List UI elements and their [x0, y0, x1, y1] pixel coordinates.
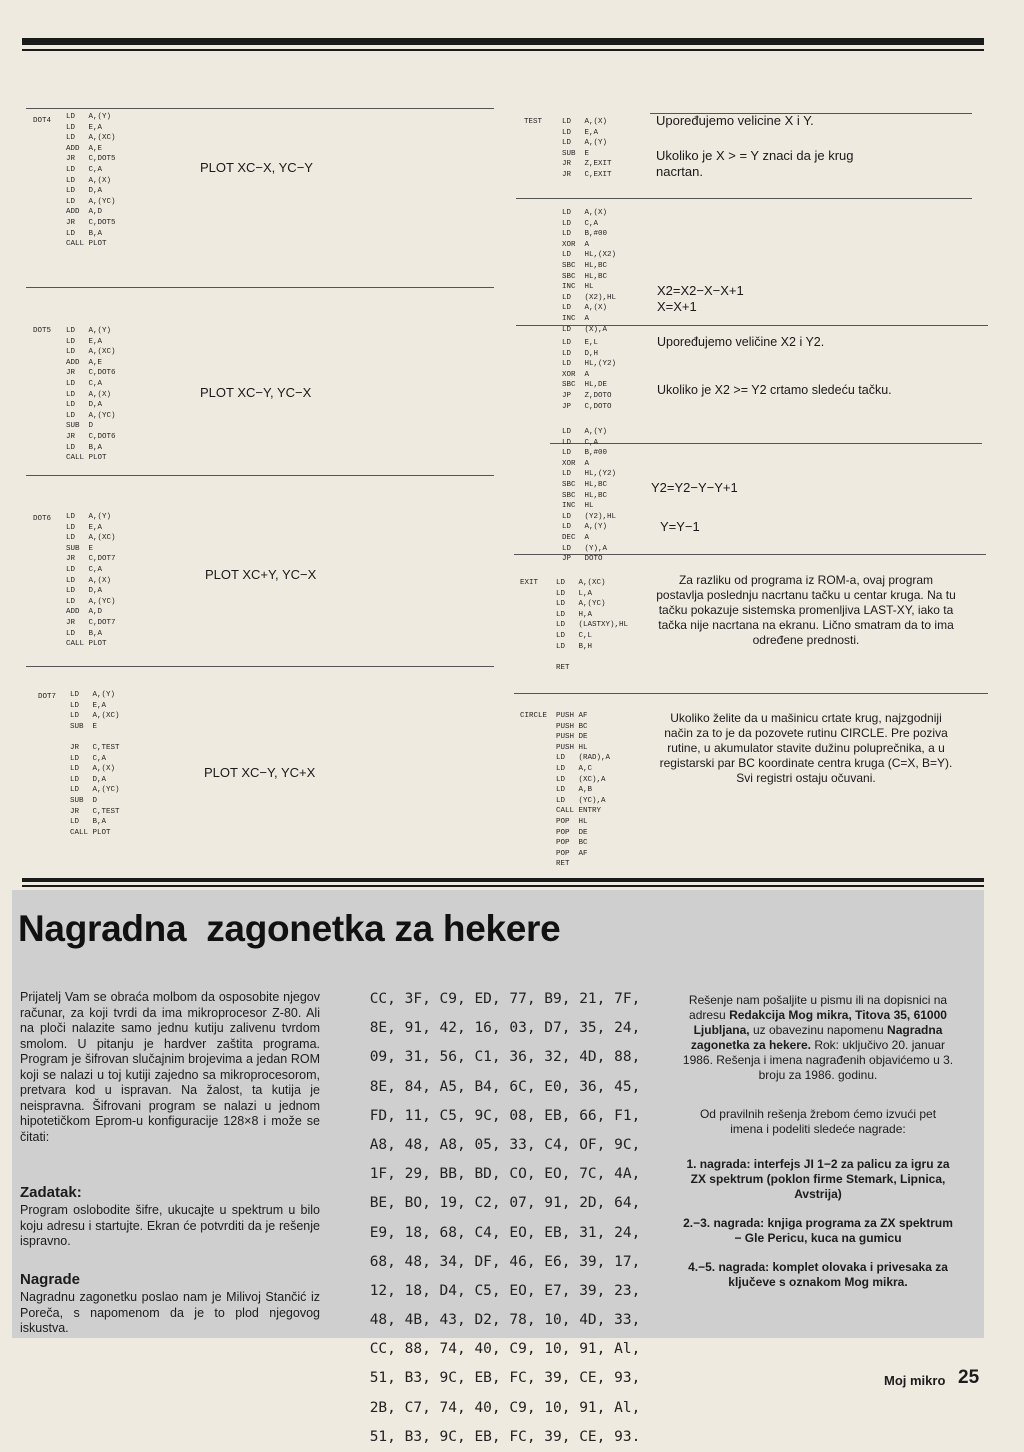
task-heading: Zadatak:	[20, 1184, 82, 1201]
code-label-circle: CIRCLE	[520, 712, 548, 720]
send-text-e: Rok: uključivo 20. januar 1986. Rešenja i imena nagrađenih objavićemo u 3. broju za 1986. godinu.	[682, 1038, 954, 1082]
divider	[514, 554, 986, 555]
plot-dot7: PLOT XC−Y, YC+X	[204, 765, 316, 780]
code-exit: LD A,(XC) LD L,A LD A,(YC) LD H,A LD (LASTXY),HL LD C,L LD B,H RET	[556, 579, 629, 672]
prize-3: 4.−5. nagrada: komplet olovaka i privesaka za ključeve s oznakom Mog mikra.	[688, 1260, 948, 1289]
note-circle: Ukoliko želite da u mašinicu crtate krug, najzgodniji način za to je da pozovete rutinu CIRCLE. Pre poziva rutine, u akumulator stavite dužinu poluprečnika, a u registarski par BC koordinate centra kruga (C=X, B=Y). Svi registri ostaju očuvani.	[659, 711, 953, 785]
top-rule-thin	[22, 49, 984, 51]
hex-row: 1F, 29, BB, BD, CO, EO, 7C, 4A,	[369, 1166, 641, 1183]
code-label-dot7: DOT7	[38, 693, 57, 701]
top-rule	[22, 38, 984, 45]
code-label-dot5: DOT5	[33, 327, 52, 335]
plot-dot5: PLOT XC−Y, YC−X	[200, 385, 312, 400]
divider	[514, 693, 988, 694]
prizes-text: Nagradnu zagonetku poslao nam je Milivoj Stančić iz Poreča, s napomenom da je to plod njegovog iskustva.	[20, 1290, 320, 1335]
plot-dot6: PLOT XC+Y, YC−X	[205, 567, 317, 582]
hex-row: 48, 4B, 43, D2, 78, 10, 4D, 33,	[369, 1312, 641, 1329]
mid-rule	[22, 878, 984, 882]
code-label-test: TEST	[524, 118, 543, 126]
note-y2-2: Y=Y−1	[660, 519, 700, 534]
code-dot7: LD A,(Y) LD E,A LD A,(XC) SUB E JR C,TEST LD C,A LD A,(X) LD D,A LD A,(YC) SUB D JR C,TEST LD B,A CALL PLOT	[70, 691, 120, 837]
hex-row: 12, 18, D4, C5, EO, E7, 39, 23,	[369, 1282, 641, 1299]
task-text: Program oslobodite šifre, ukucajte u spektrum u bilo koju adresu i startujte. Ekran će potvrditi da je rešenje ispravno.	[20, 1203, 320, 1248]
send-text-c: uz obavezinu napomenu	[749, 1023, 888, 1037]
prize-1: 1. nagrada: interfejs JI 1−2 za palicu za igru za ZX spektrum (poklon firme Stemark, Lipnica, Avstrija)	[686, 1157, 950, 1201]
divider	[26, 108, 494, 109]
divider	[26, 475, 494, 476]
note-test-1: Upoređujemo velicine X i Y.	[656, 113, 814, 128]
note-test-2: Ukoliko je X > = Y znaci da je krug nacrtan.	[656, 148, 854, 179]
code-circle: PUSH AF PUSH BC PUSH DE PUSH HL LD (RAD),A LD A,C LD (XC),A LD A,B LD (YC),A CALL ENTRY POP HL POP DE POP BC POP AF RET	[556, 712, 611, 869]
code-dot4: LD A,(Y) LD E,A LD A,(XC) ADD A,E JR C,DOT5 LD C,A LD A,(X) LD D,A LD A,(YC) ADD A,D JR C,DOT5 LD B,A CALL PLOT	[66, 113, 116, 249]
page-number: 25	[958, 1367, 980, 1388]
contest-intro: Prijatelj Vam se obraća molbom da osposobite njegov računar, za koji tvrdi da ima mikroprocesor Z-80. Ali na ploči nalazite samo jednu kutiju zalivenu tvrdom smolom. U pitanju je hardver zaštita programa. Program je šifrovan slučajnim brojevima a jedan ROM koji se nalazi u toj kutiji zajedno sa mikroprocesorom, pretvara kod u ispravan. Na žalost, ta kutija je neispravna. Šifrovani program se nalazi u jednom hipotetičkom Eprom-u konfiguracije 128×8 i može se čitati:	[20, 990, 320, 1144]
note-y2-1: Y2=Y2−Y−Y+1	[651, 480, 738, 495]
prize-2: 2.−3. nagrada: knjiga programa za ZX spektrum − Gle Pericu, kuca na gumicu	[683, 1216, 953, 1245]
code-test: LD A,(X) LD E,A LD A,(Y) SUB E JR Z,EXIT JR C,EXIT	[562, 118, 612, 179]
hex-dump	[335, 985, 675, 1452]
code-dot5: LD A,(Y) LD E,A LD A,(XC) ADD A,E JR C,DOT6 LD C,A LD A,(X) LD D,A LD A,(YC) SUB D JR C,DOT6 LD B,A CALL PLOT	[66, 327, 116, 463]
divider	[516, 198, 972, 199]
note-x2-1: X2=X2−X−X+1	[657, 283, 744, 298]
hex-row: BE, BO, 19, C2, 07, 91, 2D, 64,	[369, 1195, 641, 1212]
note-cmp-2: Ukoliko je X2 >= Y2 crtamo sledeću tačku.	[657, 383, 892, 397]
hex-row: 8E, 84, A5, B4, 6C, E0, 36, 45,	[369, 1078, 641, 1095]
hex-row: A8, 48, A8, 05, 33, C4, OF, 9C,	[369, 1136, 641, 1153]
send-text-a: Rešenje nam pošaljite u pismu ili na dopisnici na adresu	[688, 993, 948, 1022]
code-label-dot6: DOT6	[33, 515, 52, 523]
code-x2: LD A,(X) LD C,A LD B,#00 XOR A LD HL,(X2) SBC HL,BC SBC HL,BC INC HL LD (X2),HL LD A,(X) INC A LD (X),A	[562, 209, 617, 334]
plot-dot4: PLOT XC−X, YC−Y	[200, 160, 313, 175]
code-dot6: LD A,(Y) LD E,A LD A,(XC) SUB E JR C,DOT7 LD C,A LD A,(X) LD D,A LD A,(YC) ADD A,D JR C,DOT7 LD B,A CALL PLOT	[66, 513, 116, 649]
draw-text: Od pravilnih rešenja žrebom ćemo izvući pet imena i podeliti sledeće nagrade:	[699, 1107, 937, 1136]
hex-row: 51, B3, 9C, EB, FC, 39, CE, 93,	[369, 1370, 641, 1387]
note-cmp-1: Upoređujemo veličine X2 i Y2.	[657, 335, 825, 349]
divider	[26, 666, 494, 667]
code-label-dot4: DOT4	[33, 117, 52, 125]
divider	[516, 325, 988, 326]
magazine-name: Moj mikro	[884, 1373, 946, 1388]
send-address: Redakcija Mog mikra, Titova 35, 61000 Ljubljana,	[693, 1008, 947, 1037]
code-label-exit: EXIT	[520, 579, 539, 587]
hex-row: CC, 3F, C9, ED, 77, B9, 21, 7F,	[369, 991, 641, 1007]
note-x2-2: X=X+1	[657, 299, 697, 314]
send-instructions	[682, 993, 954, 1083]
contest-right-column	[682, 993, 954, 1304]
mid-rule-thin	[22, 885, 984, 887]
hex-row: 2B, C7, 74, 40, C9, 10, 91, Al,	[369, 1399, 641, 1416]
code-cmp: LD E,L LD D,H LD HL,(Y2) XOR A SBC HL,DE JP Z,DOTO JP C,DOTO	[562, 339, 617, 411]
hex-row: E9, 18, 68, C4, EO, EB, 31, 24,	[369, 1224, 641, 1241]
hex-row: 09, 31, 56, C1, 36, 32, 4D, 88,	[369, 1049, 641, 1066]
hex-row: 51, B3, 9C, EB, FC, 39, CE, 93.	[369, 1428, 641, 1445]
divider	[26, 287, 494, 288]
code-y2: LD A,(Y) LD C,A LD B,#00 XOR A LD HL,(Y2) SBC HL,BC SBC HL,BC INC HL LD (Y2),HL LD A,(Y) DEC A LD (Y),A JP DOTO	[562, 428, 617, 564]
hex-row: 8E, 91, 42, 16, 03, D7, 35, 24,	[369, 1020, 641, 1037]
hex-row: FD, 11, C5, 9C, 08, EB, 66, F1,	[369, 1107, 641, 1124]
contest-title: Nagradna zagonetka za hekere	[18, 908, 561, 949]
send-note: Nagradna zagonetka za hekere.	[690, 1023, 943, 1052]
hex-row: CC, 88, 74, 40, C9, 10, 91, Al,	[369, 1341, 641, 1358]
hex-row: 68, 48, 34, DF, 46, E6, 39, 17,	[369, 1253, 641, 1270]
note-exit: Za razliku od programa iz ROM-a, ovaj program postavlja poslednju nacrtanu tačku u centar kruga. Na tu tačku pokazuje sistemska promenljiva LAST-XY, iako ta tačka nije nacrtana na ekranu. Lično smatram da to ima određene prednosti.	[656, 573, 956, 647]
prizes-heading: Nagrade	[20, 1271, 81, 1288]
